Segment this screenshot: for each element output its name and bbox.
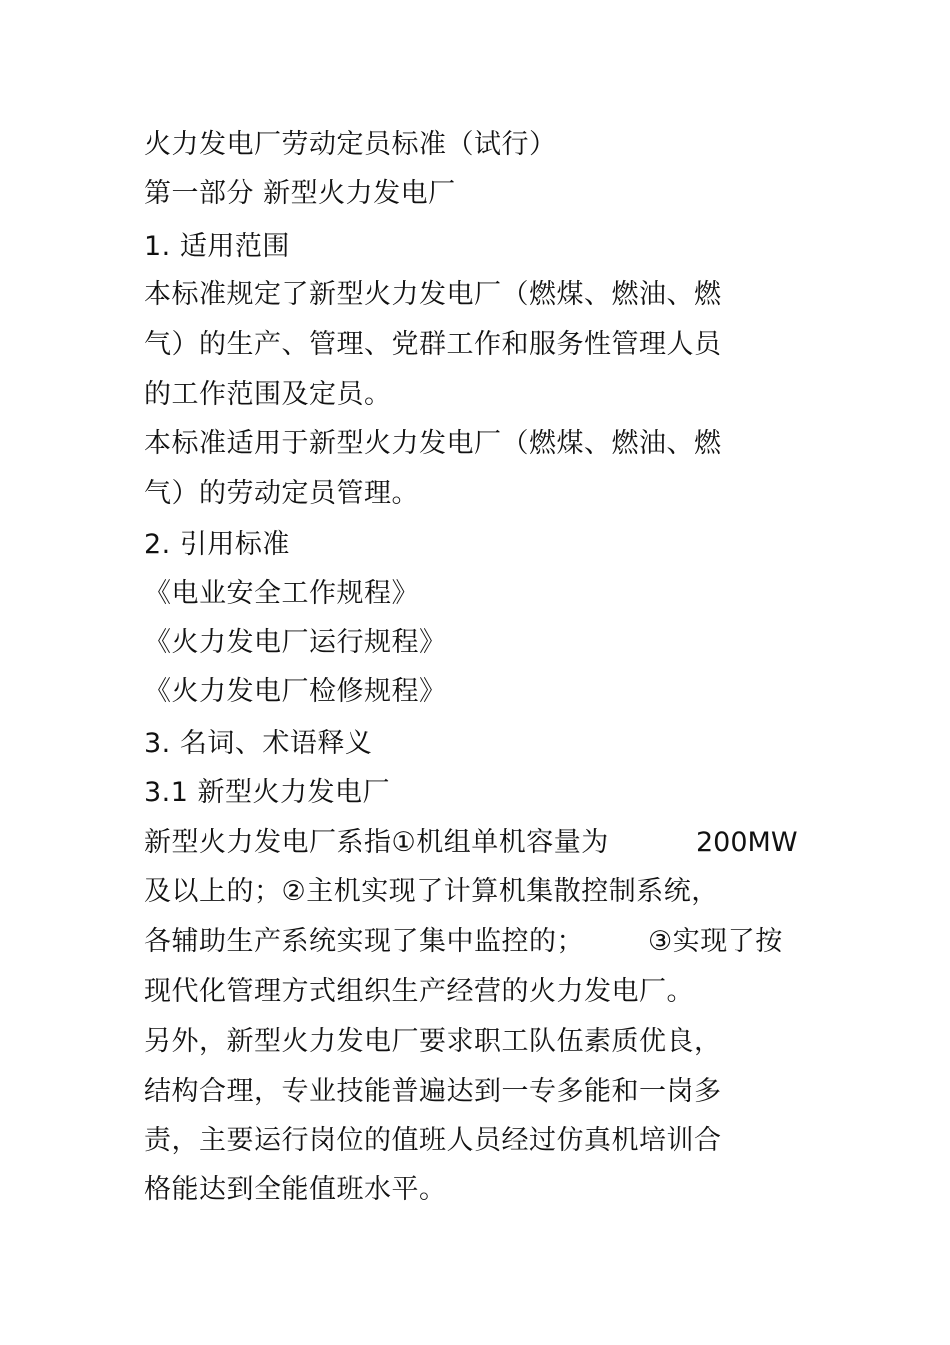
section-1-paragraph-2-line-1: 本标准适用于新型火力发电厂（燃煤、燃油、燃 [144,428,722,459]
section-3-heading: 3. 名词、术语释义 [144,728,373,759]
section-1-paragraph-1-line-3: 的工作范围及定员。 [144,379,392,410]
definition-line-3-part-b: ③实现了按 [648,926,783,957]
section-1-paragraph-2-line-2: 气）的劳动定员管理。 [144,478,419,509]
definition-line-2: 及以上的；②主机实现了计算机集散控制系统， [144,876,719,907]
definition-line-3-part-a: 各辅助生产系统实现了集中监控的； [144,926,584,957]
reference-2: 《火力发电厂运行规程》 [144,627,447,658]
reference-1: 《电业安全工作规程》 [144,578,419,609]
section-2-heading: 2. 引用标准 [144,529,290,560]
definition-line-7: 责，主要运行岗位的值班人员经过仿真机培训合 [144,1125,722,1156]
part-heading: 第一部分 新型火力发电厂 [144,178,456,209]
document-title: 火力发电厂劳动定员标准（试行） [144,129,557,160]
definition-line-1-part-a: 新型火力发电厂系指①机组单机容量为 [144,827,609,858]
definition-line-8: 格能达到全能值班水平。 [144,1174,447,1205]
definition-line-1-capacity: 200MW [696,827,798,858]
section-1-paragraph-1-line-2: 气）的生产、管理、党群工作和服务性管理人员 [144,329,722,360]
reference-3: 《火力发电厂检修规程》 [144,676,447,707]
definition-line-4: 现代化管理方式组织生产经营的火力发电厂。 [144,976,694,1007]
definition-line-5: 另外，新型火力发电厂要求职工队伍素质优良， [144,1026,722,1057]
section-1-paragraph-1-line-1: 本标准规定了新型火力发电厂（燃煤、燃油、燃 [144,279,722,310]
section-3-1-heading: 3.1 新型火力发电厂 [144,777,391,808]
section-1-heading: 1. 适用范围 [144,231,290,262]
definition-line-6: 结构合理，专业技能普遍达到一专多能和一岗多 [144,1076,722,1107]
